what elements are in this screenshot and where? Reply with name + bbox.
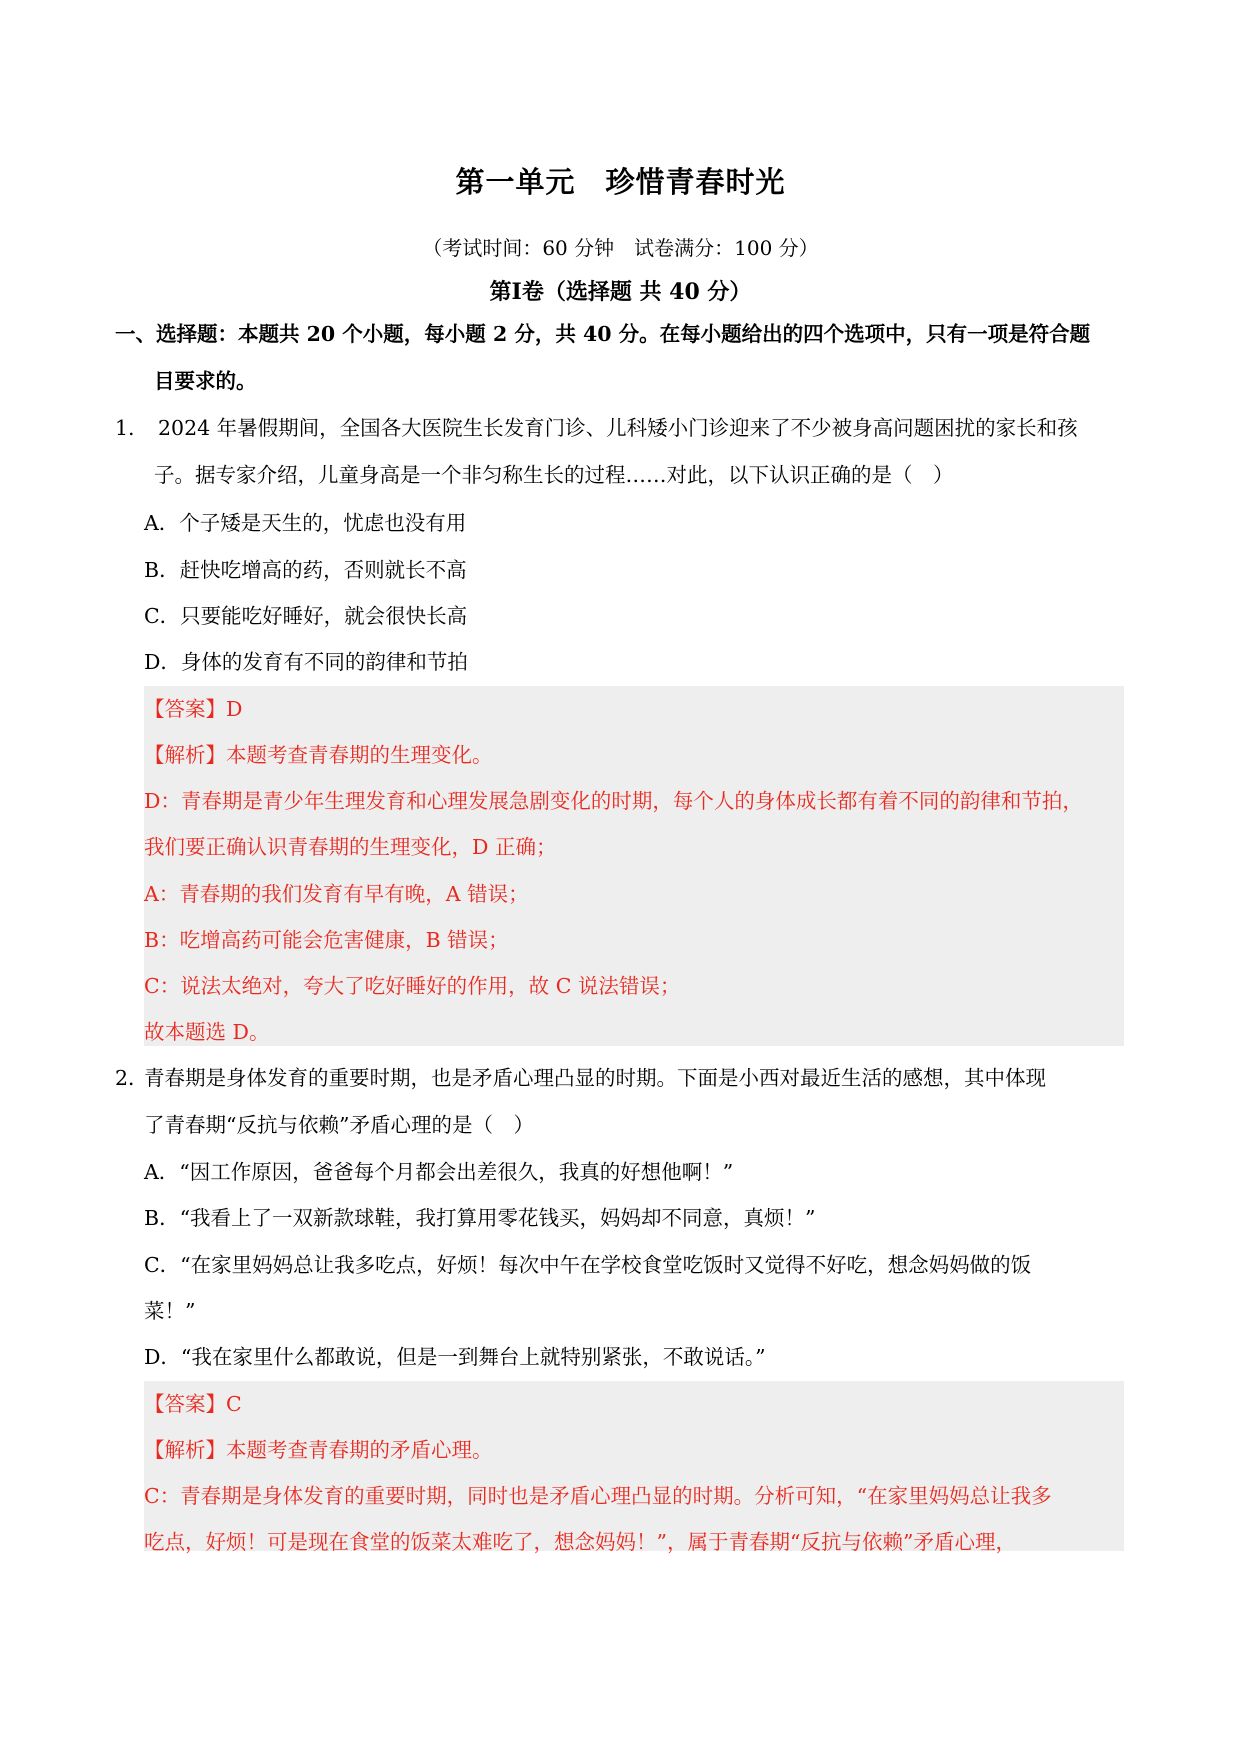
option-d: D．身体的发育有不同的韵律和节拍 [144,650,468,674]
page-title: 第一单元 珍惜青春时光 [455,165,786,199]
question-stem-cont: 了青春期“反抗与依赖”矛盾心理的是（ ） [144,1113,534,1137]
analysis-line: 吃点，好烦！可是现在食堂的饭菜太难吃了，想念妈妈！”，属于青春期“反抗与依赖”矛盾心理， [144,1530,1016,1554]
analysis-line: C：说法太绝对，夸大了吃好睡好的作用，故 C 说法错误； [144,974,681,998]
exam-info: （考试时间：60 分钟 试卷满分：100 分） [422,236,819,260]
answer-box [144,1381,1124,1551]
analysis-line: A：青春期的我们发育有早有晚，A 错误； [144,882,529,906]
analysis-line: C：青春期是身体发育的重要时期，同时也是矛盾心理凸显的时期。分析可知，“在家里妈妈总让我多 [144,1484,1052,1508]
option-c: C．“在家里妈妈总让我多吃点，好烦！每次中午在学校食堂吃饭时又觉得不好吃，想念妈妈做的饭 [144,1253,1032,1277]
answer: 【答案】D [144,697,243,721]
part-heading: 第Ⅰ卷（选择题 共 40 分） [489,279,752,305]
analysis-line: 我们要正确认识青春期的生理变化，D 正确； [144,835,557,859]
question-stem-cont: 子。据专家介绍，儿童身高是一个非匀称生长的过程……对此，以下认识正确的是（ ） [154,463,954,487]
question-stem: 青春期是身体发育的重要时期，也是矛盾心理凸显的时期。下面是小西对最近生活的感想，其中体现 [144,1066,1046,1090]
analysis-line: 【解析】本题考查青春期的矛盾心理。 [144,1438,493,1462]
analysis-line: B：吃增高药可能会危害健康，B 错误； [144,928,509,952]
analysis-line: 【解析】本题考查青春期的生理变化。 [144,743,493,767]
option-b: B．“我看上了一双新款球鞋，我打算用零花钱买，妈妈却不同意，真烦！” [144,1206,816,1230]
option-b: B．赶快吃增高的药，否则就长不高 [144,558,467,582]
question-stem: 2024 年暑假期间，全国各大医院生长发育门诊、儿科矮小门诊迎来了不少被身高问题困扰的家长和孩 [158,416,1078,440]
option-a: A．个子矮是天生的，忧虑也没有用 [144,511,467,535]
section-instruction: 一、选择题：本题共 20 个小题，每小题 2 分，共 40 分。在每小题给出的四个选项中，只有一项是符合题 [115,322,1091,346]
option-a: A．“因工作原因，爸爸每个月都会出差很久，我真的好想他啊！” [144,1160,734,1184]
option-d: D．“我在家里什么都敢说，但是一到舞台上就特别紧张，不敢说话。” [144,1345,766,1369]
analysis-line: D：青春期是青少年生理发育和心理发展急剧变化的时期，每个人的身体成长都有着不同的韵律和节拍， [144,789,1083,813]
question-number: 2． [115,1066,149,1090]
section-instruction-cont: 目要求的。 [154,369,257,393]
option-c: C．只要能吃好睡好，就会很快长高 [144,604,468,628]
answer: 【答案】C [144,1392,242,1416]
analysis-line: 故本题选 D。 [144,1020,270,1044]
question-number: 1. [115,416,135,440]
option-c-cont: 菜！” [144,1299,196,1323]
